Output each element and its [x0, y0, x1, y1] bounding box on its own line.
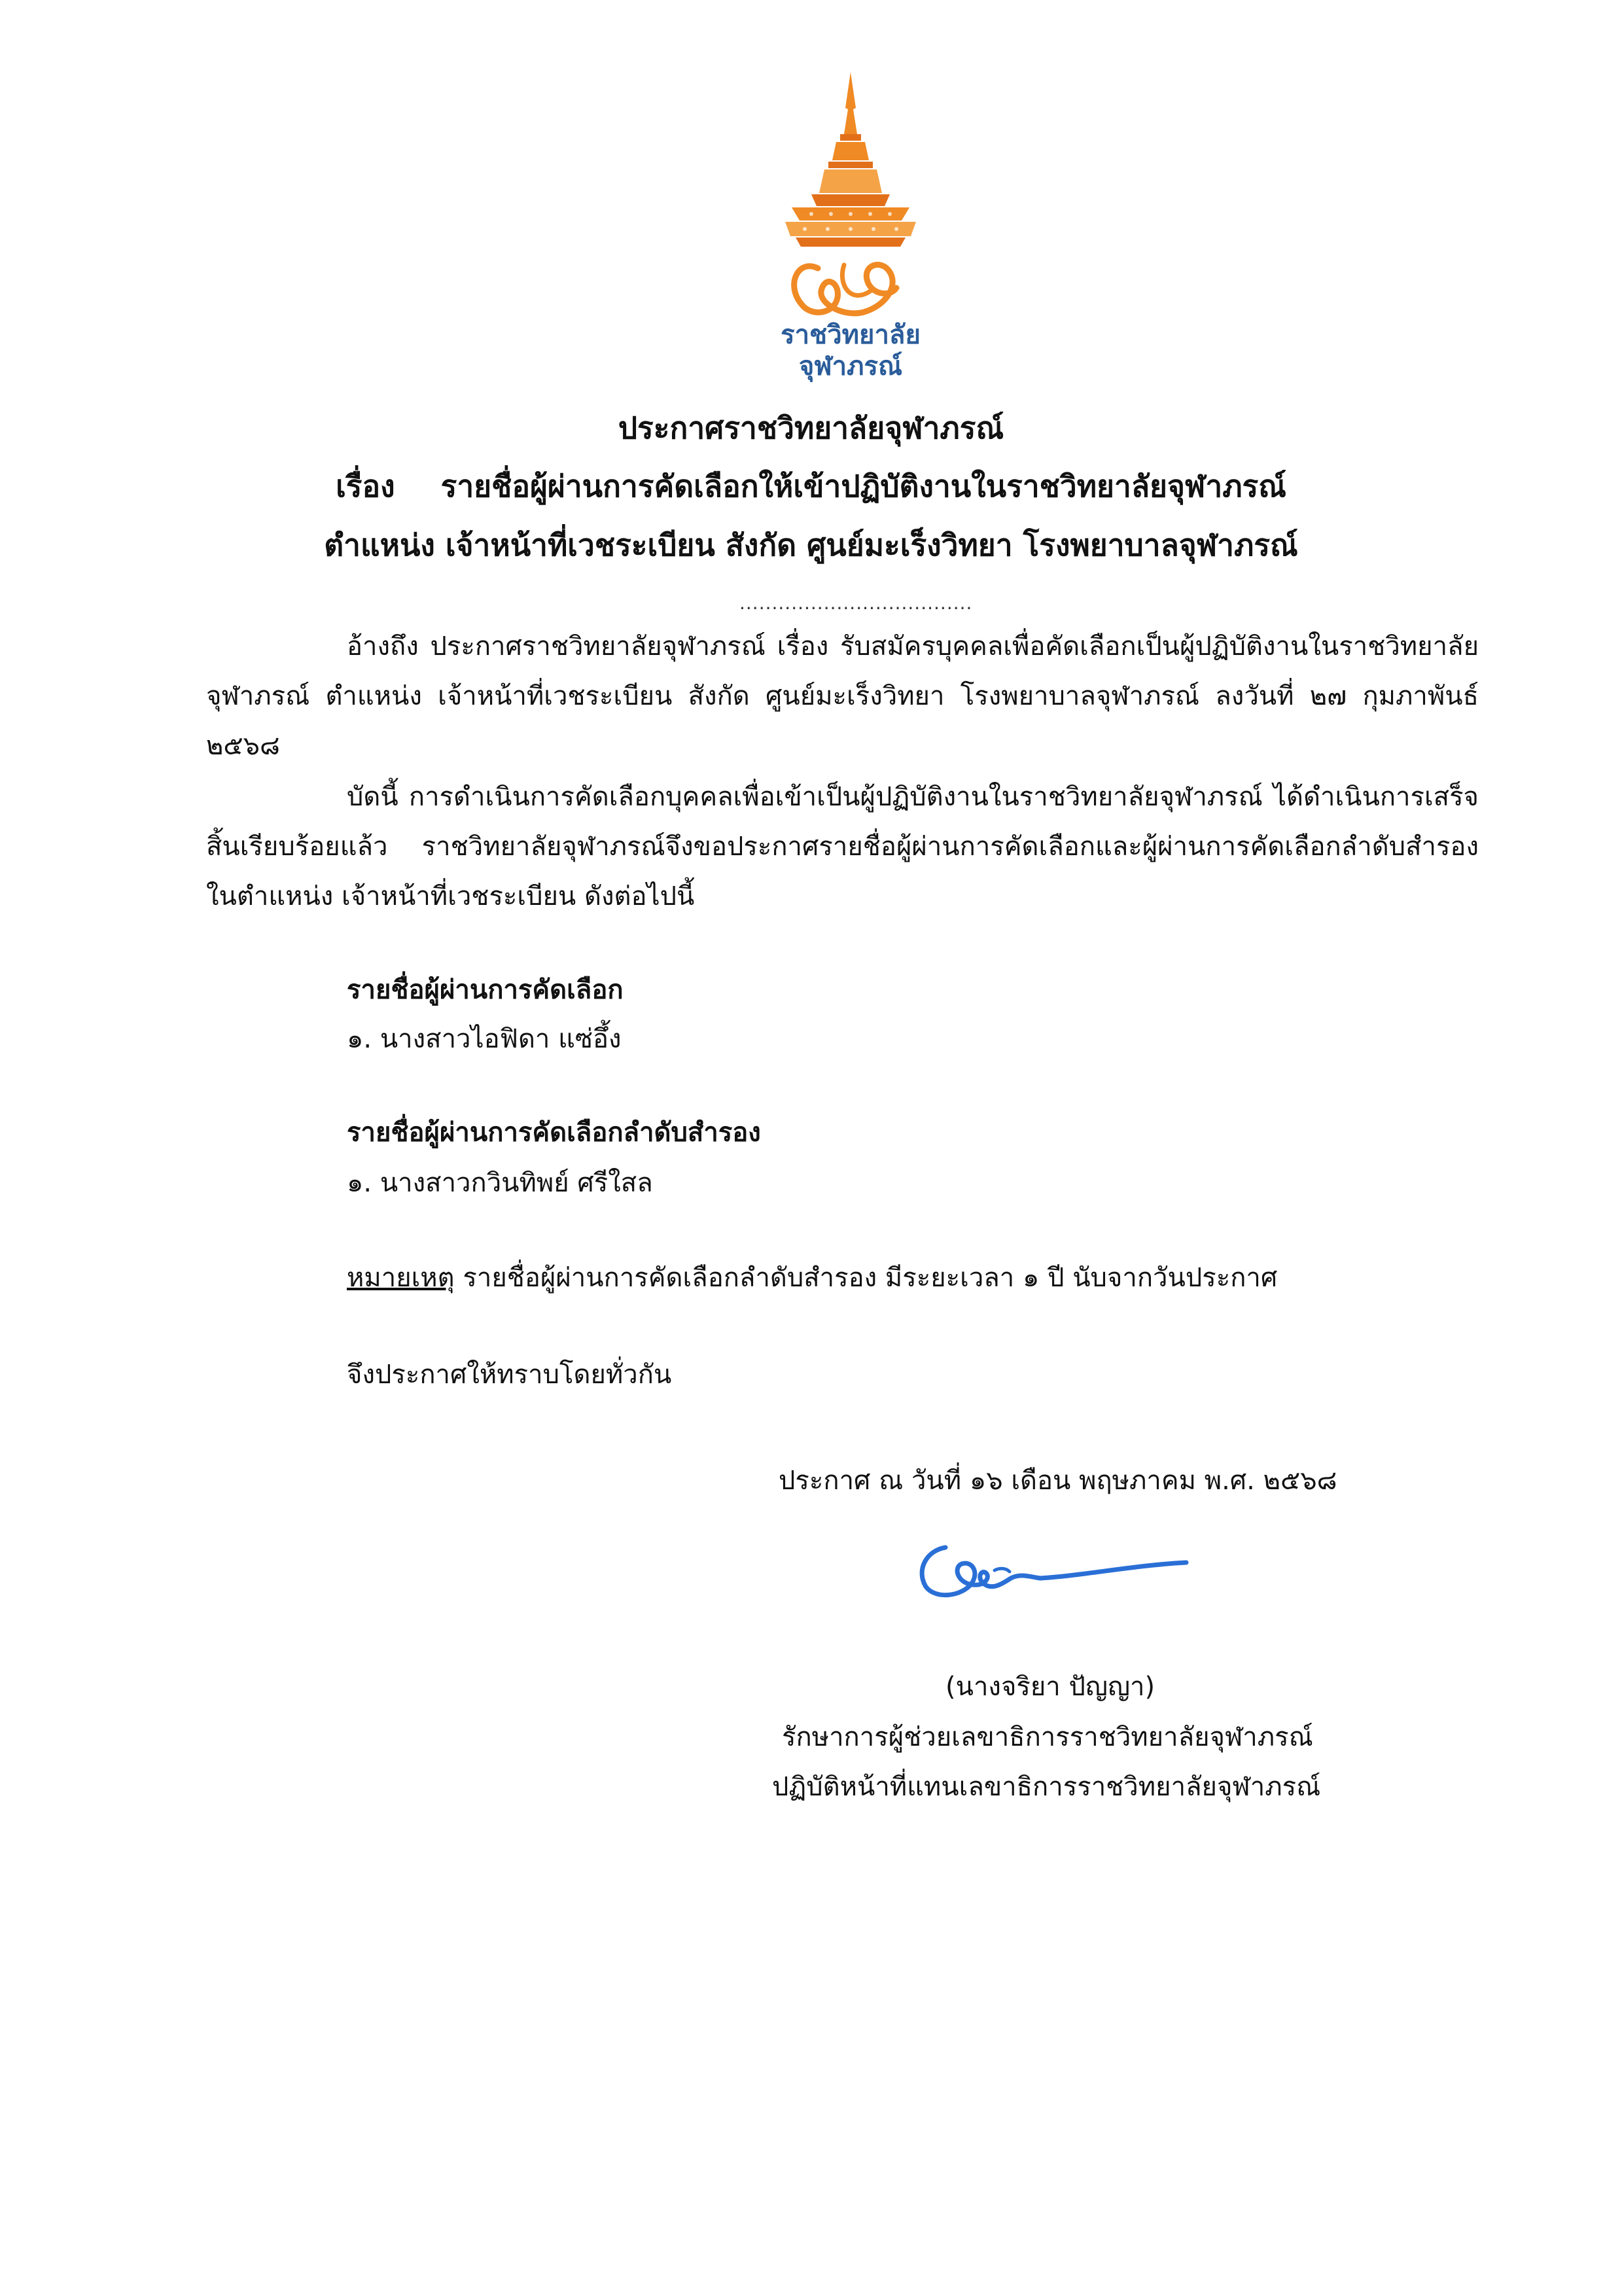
reserve-item: ๑. นางสาวกวินทิพย์ ศรีใสล: [347, 1168, 653, 1198]
selected-item: ๑. นางสาวไอฟิดา แซ่อึ้ง: [347, 1024, 622, 1054]
announcement-position: ตำแหน่ง เจ้าหน้าที่เวชระเบียน สังกัด ศูนย์มะเร็งวิทยา โรงพยาบาลจุฬาภรณ์: [324, 527, 1298, 563]
royal-crest-icon: [772, 69, 929, 383]
logo-name-line1: ราชวิทยาลัย: [781, 320, 921, 350]
logo-name-line2: จุฬาภรณ์: [798, 351, 903, 381]
note-line: [347, 1256, 1277, 1298]
announcement-paragraph: [206, 772, 1479, 921]
announcement-subject: [0, 463, 1622, 510]
announcement-text: บัดนี้ การดำเนินการคัดเลือกบุคคลเพื่อเข้าเป็นผู้ปฏิบัติงานในราชวิทยาลัยจุฬาภรณ์ ได้ดำเนินการเสร็จสิ้นเรียบร้อยแล้ว ราชวิทยาลัยจุฬาภรณ์จึงขอประกาศรายชื่อผู้ผ่านการคัดเลือกและผู้ผ่านการคัดเลือกลำดับสำรอง ในตำแหน่ง เจ้าหน้าที่เวชระเบียน ดังต่อไปนี้: [206, 782, 1479, 911]
selected-heading: รายชื่อผู้ผ่านการคัดเลือก: [347, 975, 624, 1005]
closing-text: จึงประกาศให้ทราบโดยทั่วกัน: [347, 1360, 672, 1390]
reference-paragraph: [206, 622, 1479, 771]
note-label: หมายเหตุ: [347, 1263, 455, 1293]
announcement-title: ประกาศราชวิทยาลัยจุฬาภรณ์: [618, 410, 1004, 446]
title-divider: ....................................: [739, 592, 973, 614]
handwritten-signature-icon: [913, 1531, 1201, 1616]
reference-text: อ้างถึง ประกาศราชวิทยาลัยจุฬาภรณ์ เรื่อง รับสมัครบุคคลเพื่อคัดเลือกเป็นผู้ปฏิบัติงานในราชวิทยาลัยจุฬาภรณ์ ตำแหน่ง เจ้าหน้าที่เวชระเบียน สังกัด ศูนย์มะเร็งวิทยา โรงพยาบาลจุฬาภรณ์ ลงวันที่ ๒๗ กุมภาพันธ์ ๒๕๖๘: [206, 631, 1479, 761]
signature: [913, 1531, 1201, 1616]
signatory-title-2: ปฏิบัติหน้าที่แทนเลขาธิการราชวิทยาลัยจุฬาภรณ์: [772, 1772, 1321, 1802]
institution-logo: [772, 69, 929, 383]
signatory-name: (นางจริยา ปัญญา): [945, 1672, 1155, 1702]
reserve-heading: รายชื่อผู้ผ่านการคัดเลือกลำดับสำรอง: [347, 1118, 761, 1148]
note-text: รายชื่อผู้ผ่านการคัดเลือกลำดับสำรอง มีระยะเวลา ๑ ปี นับจากวันประกาศ: [454, 1263, 1278, 1293]
date-line: ประกาศ ณ วันที่ ๑๖ เดือน พฤษภาคม พ.ศ. ๒๕๖๘: [779, 1466, 1337, 1496]
signatory-title-1: รักษาการผู้ช่วยเลขาธิการราชวิทยาลัยจุฬาภรณ์: [782, 1722, 1313, 1752]
subject-text: รายชื่อผู้ผ่านการคัดเลือกให้เข้าปฏิบัติงานในราชวิทยาลัยจุฬาภรณ์: [440, 468, 1286, 504]
subject-label: เรื่อง: [336, 468, 395, 504]
